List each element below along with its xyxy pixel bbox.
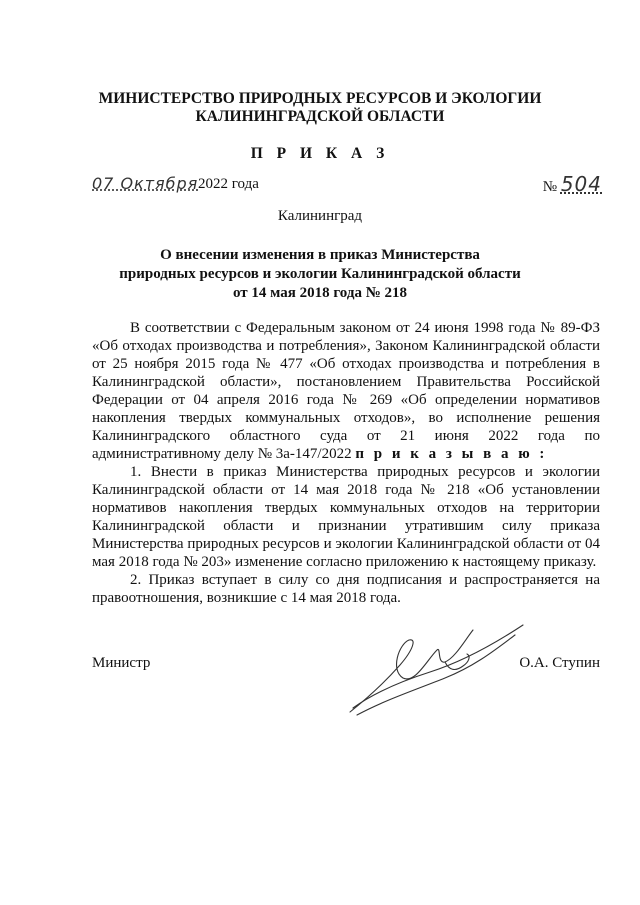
clause-1: 1. Внести в приказ Министерства природных ресурсов и экологии Калининградской области от 14 мая 2018 года № 218 «Об установлении нормативов накопления твердых коммунальных отходов на территории Калининградской области и признании утратившим силу приказа Министерства природных ресурсов и экологии Калининградской области от 04 мая 2018 года № 203» изменение согласно приложению к настоящему приказу. (92, 464, 600, 570)
ministry-name (60, 90, 580, 126)
ministry-line-1: МИНИСТЕРСТВО ПРИРОДНЫХ РЕСУРСОВ И ЭКОЛОГИИ (98, 90, 542, 107)
handwritten-date: 07 Октября (92, 174, 199, 193)
subject-line-3: от 14 мая 2018 года № 218 (232, 285, 408, 301)
order-number (543, 172, 602, 196)
order-title: П Р И К А З (250, 145, 390, 162)
signature-row (92, 655, 600, 675)
handwritten-number: 504 (560, 172, 602, 196)
signer-name: О.А. Ступин (519, 655, 600, 671)
order-subject (80, 246, 560, 303)
date-year: 2022 года (198, 176, 259, 192)
subject-line-1: О внесении изменения в приказ Министерства (160, 247, 480, 263)
subject-line-2: природных ресурсов и экологии Калининградской области (119, 266, 521, 282)
number-sign: № (542, 179, 558, 195)
preamble-text: В соответствии с Федеральным законом от 24 июня 1998 года № 89-ФЗ «Об отходах производства и потребления», Законом Калининградской области от 25 ноября 2015 года № 477 «Об отходах производства и потребления в Калининградской области», постановлением Правительства Российской Федерации от 04 апреля 2016 года № 269 «Об определении нормативов накопления твердых коммунальных отходов», во исполнение решения Калининградского областного суда от 21 июня 2022 года по административному делу № 3а-147/2022 (92, 320, 600, 462)
clause-2: 2. Приказ вступает в силу со дня подписания и распространяется на правоотношения, возникшие с 14 мая 2018 года. (92, 572, 600, 606)
city: Калининград (277, 208, 363, 224)
ministry-line-2: КАЛИНИНГРАДСКОЙ ОБЛАСТИ (195, 108, 445, 125)
preamble-paragraph (92, 319, 600, 463)
order-action: п р и к а з ы в а ю : (355, 446, 548, 462)
signer-position: Министр (92, 655, 151, 671)
order-body (92, 319, 600, 607)
date-number-row (92, 172, 602, 198)
